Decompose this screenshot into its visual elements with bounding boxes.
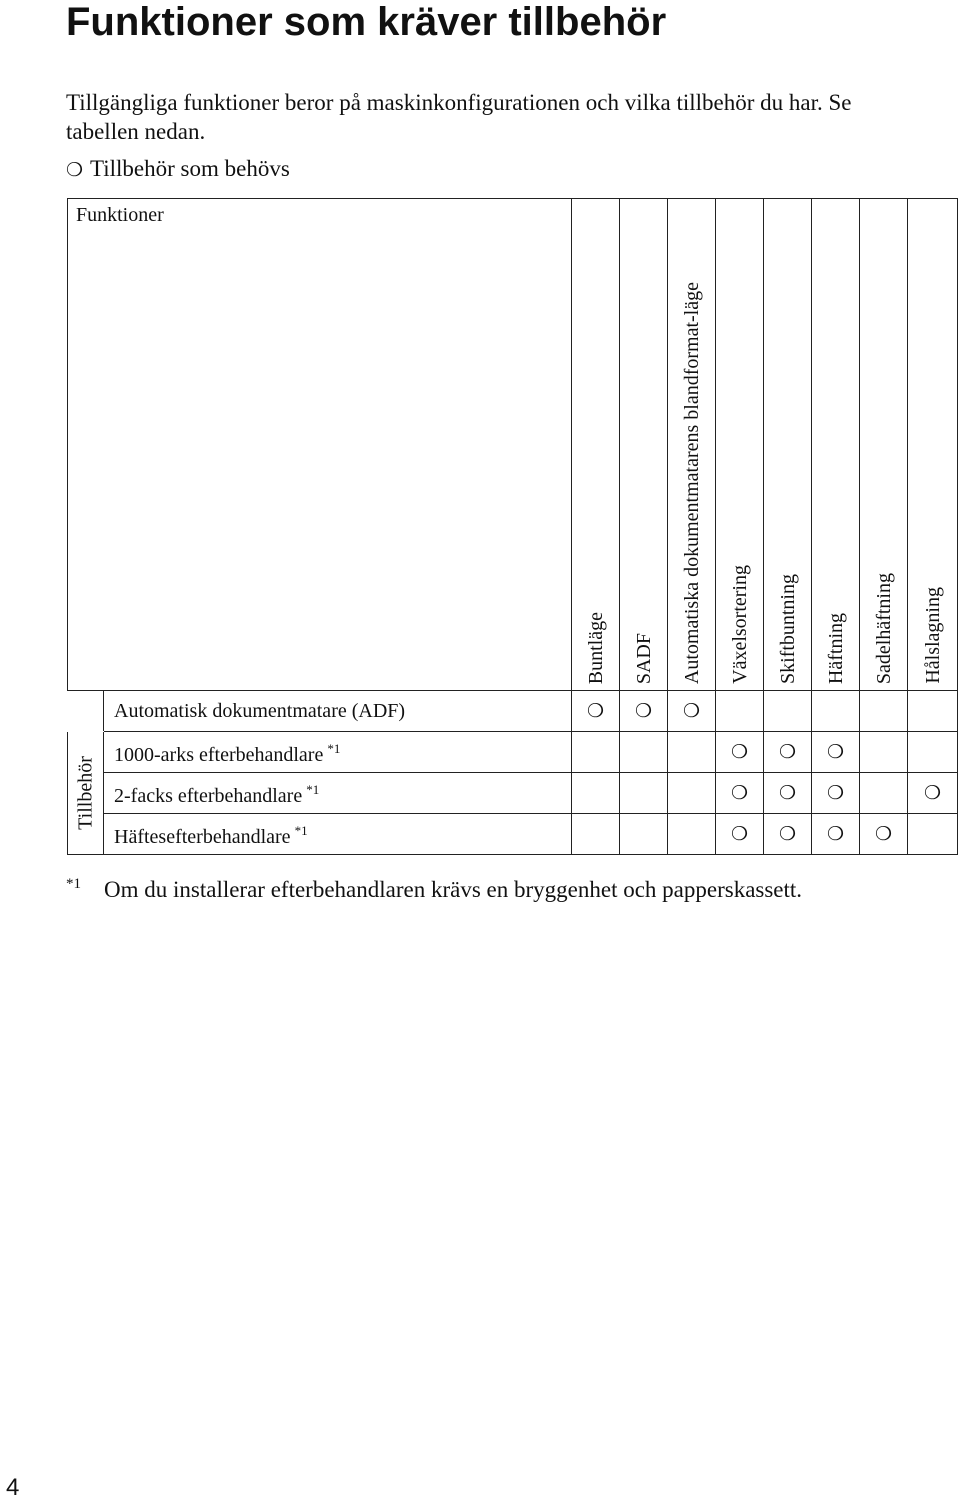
mark-cell xyxy=(908,691,958,732)
column-header xyxy=(668,199,716,691)
column-label: Skiftbuntning xyxy=(776,573,799,684)
mark-cell xyxy=(716,691,764,732)
legend xyxy=(66,154,290,185)
mark-cell xyxy=(572,814,620,855)
column-header xyxy=(860,199,908,691)
mark-cell xyxy=(764,691,812,732)
column-header xyxy=(716,199,764,691)
mark-cell: ❍ xyxy=(860,814,908,855)
accessory-table xyxy=(67,198,958,855)
mark-cell xyxy=(668,732,716,773)
footnote xyxy=(66,870,946,904)
mark-cell xyxy=(620,732,668,773)
row-label: 2-facks efterbehandlare $^{*1}$ xyxy=(104,773,572,814)
table-row xyxy=(68,773,958,814)
column-label: Sadelhäftning xyxy=(872,572,895,684)
legend-label: Tillbehör som behövs xyxy=(90,156,290,181)
column-label: Växelsortering xyxy=(728,565,751,684)
footnote-ref: *1 xyxy=(306,782,320,797)
footnote-ref: *1 xyxy=(294,823,308,838)
mark-cell: ❍ xyxy=(812,814,860,855)
footnote-ref: *1 xyxy=(327,741,341,756)
row-label: 1000-arks efterbehandlare $^{*1}$ xyxy=(104,732,572,773)
column-label: Häftning xyxy=(824,612,847,684)
mark-cell: ❍ xyxy=(764,814,812,855)
intro-paragraph: Tillgängliga funktioner beror på maskinkonfigurationen och vilka tillbehör du har. Se tabellen nedan. xyxy=(66,90,852,144)
column-header xyxy=(764,199,812,691)
header-row xyxy=(68,199,958,691)
mark-cell xyxy=(860,773,908,814)
mark-cell xyxy=(668,773,716,814)
mark-cell xyxy=(572,773,620,814)
mark-cell: ❍ xyxy=(620,691,668,732)
mark-cell xyxy=(908,732,958,773)
column-header xyxy=(572,199,620,691)
page-heading: Funktioner som kräver tillbehör xyxy=(66,0,667,44)
column-label: Hålslagning xyxy=(921,587,944,684)
mark-cell xyxy=(860,732,908,773)
mark-cell: ❍ xyxy=(716,732,764,773)
mark-cell: ❍ xyxy=(812,773,860,814)
column-header xyxy=(908,199,958,691)
column-label: Automatiska dokumentmatarens blandformat-läge xyxy=(680,281,703,684)
mark-cell xyxy=(860,691,908,732)
column-header xyxy=(812,199,860,691)
mark-cell: ❍ xyxy=(764,732,812,773)
mark-cell xyxy=(812,691,860,732)
mark-cell: ❍ xyxy=(812,732,860,773)
table-row xyxy=(68,814,958,855)
mark-cell: ❍ xyxy=(908,773,958,814)
corner-header xyxy=(68,199,572,691)
column-label: Buntläge xyxy=(584,611,607,684)
mark-cell xyxy=(908,814,958,855)
blank-cell xyxy=(68,691,104,732)
row-label: Automatisk dokumentmatare (ADF) xyxy=(104,691,572,732)
side-label: Tillbehör xyxy=(74,756,96,830)
column-header xyxy=(620,199,668,691)
corner-label: Funktioner xyxy=(76,204,164,226)
table-row xyxy=(68,732,958,773)
page-number: 4 xyxy=(6,1474,20,1501)
mark-cell: ❍ xyxy=(716,773,764,814)
table-row xyxy=(68,691,958,732)
footnote-marker: *1 xyxy=(66,876,81,892)
side-header xyxy=(68,732,104,855)
circle-mark-icon: ❍ xyxy=(66,159,84,181)
column-label: SADF xyxy=(632,632,655,684)
mark-cell xyxy=(572,732,620,773)
mark-cell xyxy=(668,814,716,855)
mark-cell: ❍ xyxy=(668,691,716,732)
footnote-text: Om du installerar efterbehandlaren krävs en bryggenhet och papperskassett. xyxy=(104,877,803,902)
mark-cell xyxy=(620,773,668,814)
mark-cell: ❍ xyxy=(716,814,764,855)
mark-cell: ❍ xyxy=(764,773,812,814)
row-label: Häftesefterbehandlare $^{*1}$ xyxy=(104,814,572,855)
mark-cell xyxy=(620,814,668,855)
mark-cell: ❍ xyxy=(572,691,620,732)
